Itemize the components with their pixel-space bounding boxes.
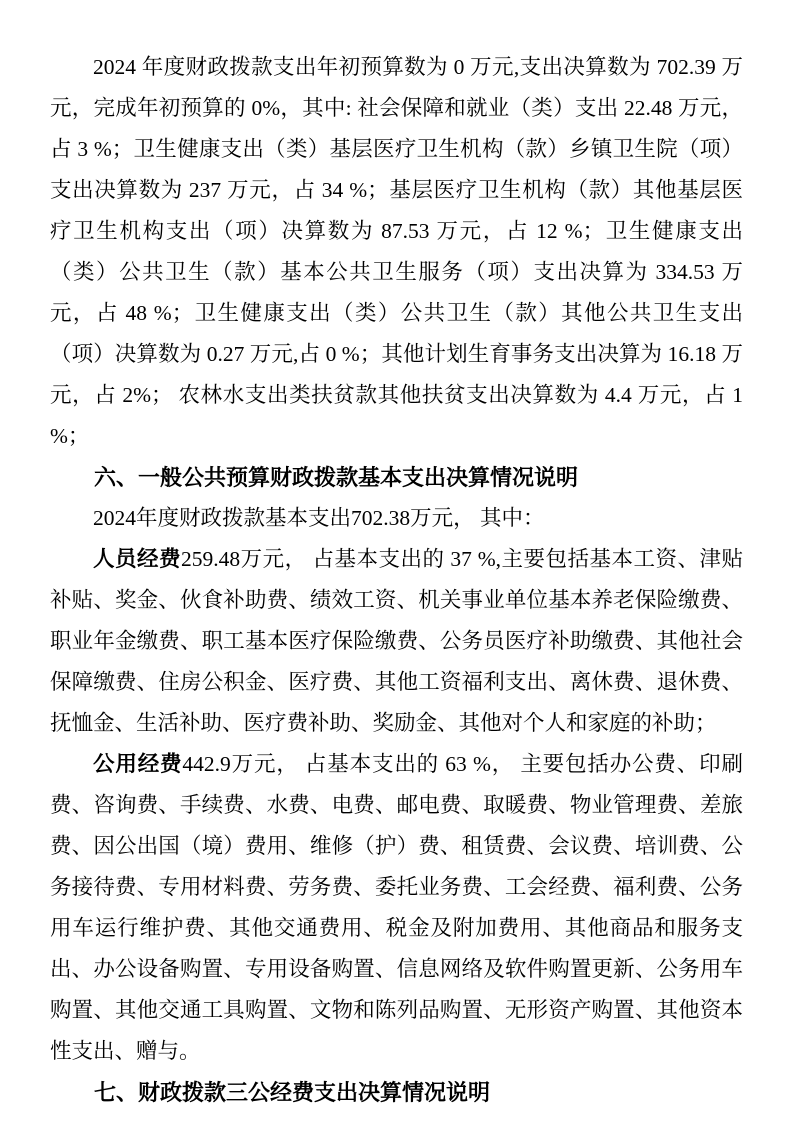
section-heading-basic-expenditure: 六、一般公共预算财政拨款基本支出决算情况说明 (94, 465, 579, 490)
paragraph-text-public-funds: 442.9万元， 占基本支出的 63 %， 主要包括办公费、印刷费、咨询费、手续费、水费、电费、邮电费、取暖费、物业管理费、差旅费、因公出国（境）费用、维修（护）费、租赁费、会议费、培训费、公务接待费、专用材料费、劳务费、委托业务费、工会经费、福利费、公务用车运行维护费、其他交通费用、税金及附加费用、其他商品和服务支出、办公设备购置、专用设备购置、信息网络及软件购置更新、公务用车购置、其他交通工具购置、文物和陈列品购置、无形资产购置、其他资本性支出、赠与。 (50, 752, 743, 1063)
paragraph-public-funds (50, 744, 743, 1072)
paragraph-lead-personnel-funds: 人员经费 (93, 547, 181, 571)
paragraph-text-personnel-funds: 259.48万元， 占基本支出的 37 %,主要包括基本工资、津贴补贴、奖金、伙食补助费、绩效工资、机关事业单位基本养老保险缴费、职业年金缴费、职工基本医疗保险缴费、公务员医疗补助缴费、其他社会保障缴费、住房公积金、医疗费、其他工资福利支出、离休费、退休费、抚恤金、生活补助、医疗费补助、奖励金、其他对个人和家庭的补助； (50, 547, 743, 735)
paragraph-personnel-funds (50, 539, 743, 744)
paragraph-fiscal-expenditure-summary: 2024 年度财政拨款支出年初预算数为 0 万元,支出决算数为 702.39 万元，完成年初预算的 0%，其中: 社会保障和就业（类）支出 22.48 万元，占 3 %；卫生健康支出（类）基层医疗卫生机构（款）乡镇卫生院（项）支出决算数为 237 万元，占 34 %；基层医疗卫生机构（款）其他基层医疗卫生机构支出（项）决算数为 87.53 万元，占 12 %；卫生健康支出（类）公共卫生（款）基本公共卫生服务（项）支出决算为 334.53 万元，占 48 %；卫生健康支出（类）公共卫生（款）其他公共卫生支出（项）决算数为 0.27 万元,占 0 %；其他计划生育事务支出决算为 16.18 万元，占 2%； 农林水支出类扶贫款其他扶贫支出决算数为 4.4 万元，占 1 %； (50, 55, 743, 448)
paragraph-basic-expenditure-total: 2024年度财政拨款基本支出702.38万元， 其中： (93, 506, 545, 530)
section-heading-three-public-funds: 七、财政拨款三公经费支出决算情况说明 (94, 1080, 491, 1105)
paragraph-lead-public-funds: 公用经费 (93, 752, 183, 776)
